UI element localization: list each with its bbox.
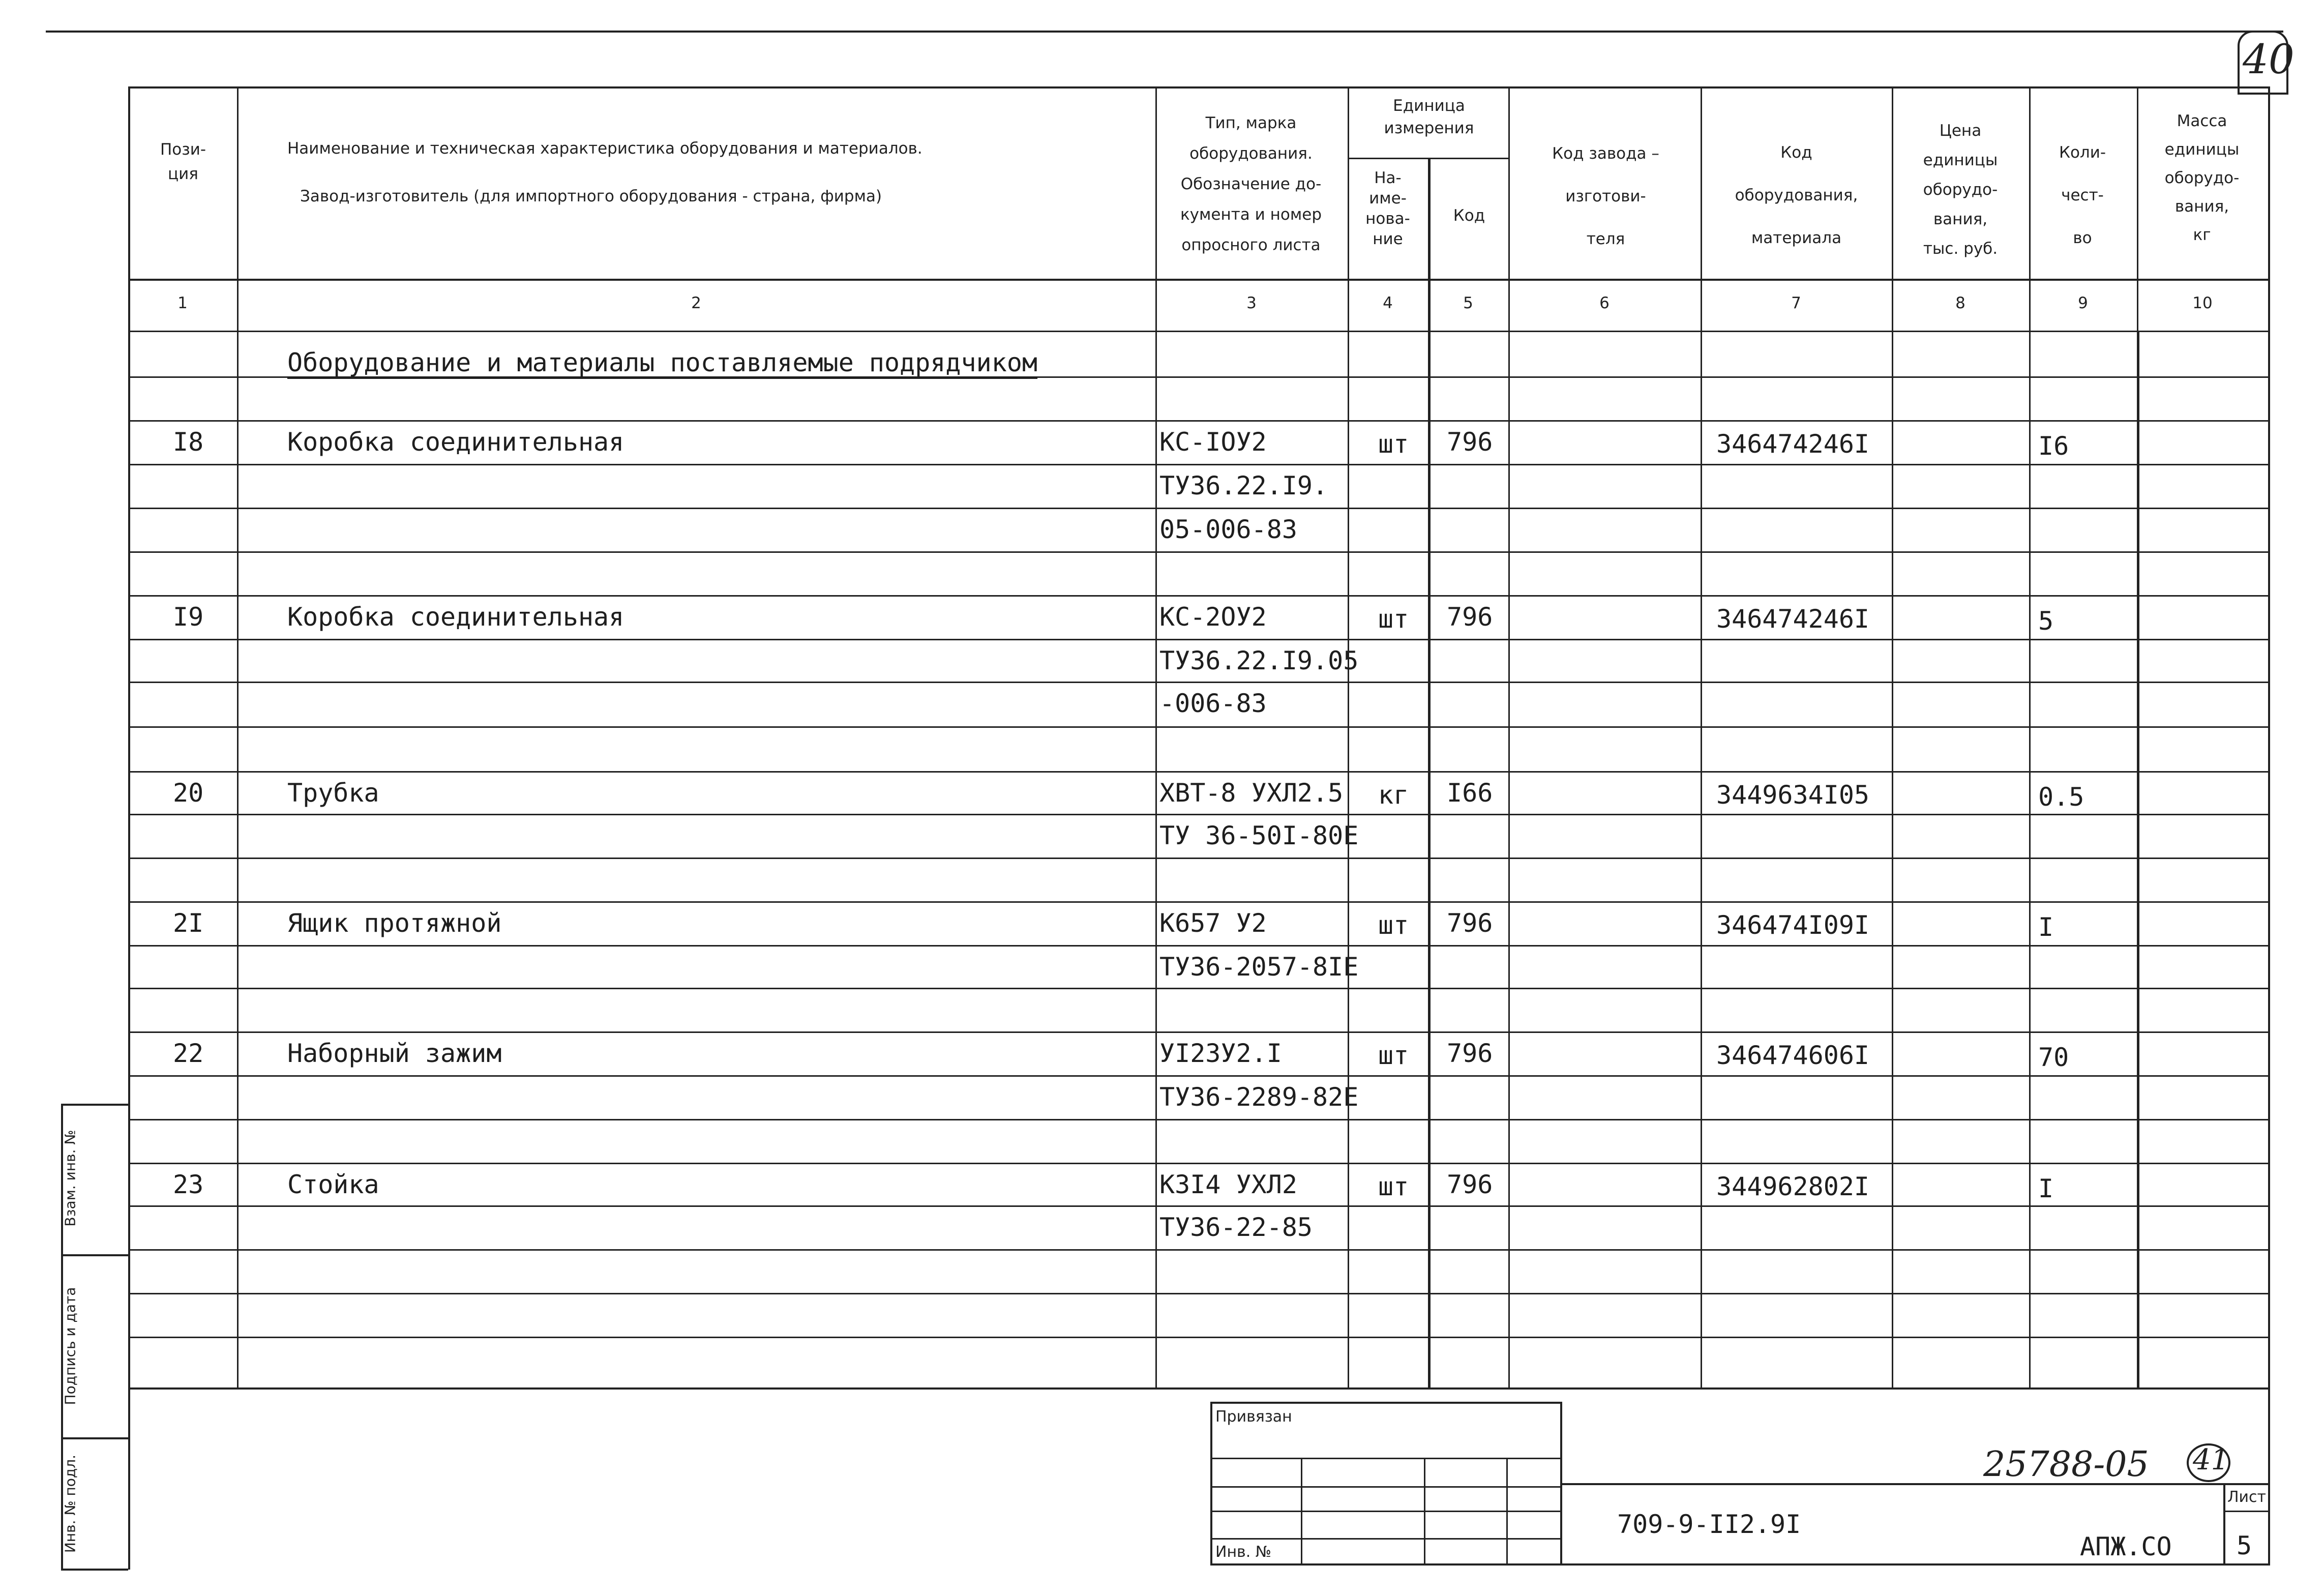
- title-block-mark: АПЖ.СО: [2080, 1532, 2172, 1561]
- row-3-equipment-code: 3449634I05: [1716, 780, 1870, 810]
- row-1-type-line-1: КС-IОУ2: [1159, 427, 1267, 457]
- header-unit-code: Код: [1453, 206, 1485, 225]
- row-6-equipment-code: 344962802I: [1716, 1172, 1870, 1201]
- row-2-type-line-1: КС-2ОУ2: [1159, 602, 1267, 632]
- row-4-type-line-2: ТУ36-2057-8IЕ: [1159, 952, 1359, 982]
- row-2-equipment-code: 346474246I: [1716, 604, 1870, 634]
- sheet-corner-number: 40: [2243, 36, 2295, 83]
- header-mass: Масса единицы оборудо- вания, кг: [2164, 112, 2240, 244]
- row-4-position: 2I: [173, 908, 204, 938]
- header-position: Пози- ция: [160, 140, 206, 183]
- row-3-type-line-1: ХВТ-8 УХЛ2.5: [1159, 778, 1344, 808]
- header-name-line1: Наименование и техническая характеристика оборудования и материалов.: [287, 139, 922, 158]
- header-equipment-code: Код оборудования, материала: [1735, 143, 1858, 247]
- row-6-type-line-2: ТУ36-22-85: [1159, 1213, 1313, 1242]
- header-unit-group: Единица измерения: [1384, 97, 1474, 137]
- title-block-circled-number: 41: [2193, 1443, 2229, 1476]
- row-5-equipment-code: 346474606I: [1716, 1041, 1870, 1070]
- row-3-unit: кг: [1378, 780, 1409, 810]
- title-block-doc-code: 709-9-II2.9I: [1617, 1510, 1801, 1539]
- header-quantity: Коли- чест- во: [2059, 143, 2106, 247]
- row-6-position: 23: [173, 1170, 204, 1199]
- row-3-type-line-2: ТУ 36-50I-80Е: [1159, 821, 1359, 850]
- row-1-equipment-code: 346474246I: [1716, 429, 1870, 459]
- header-type: Тип, марка оборудования. Обозначение до- кумента и номер опросного листа: [1180, 114, 1322, 254]
- row-4-type-line-1: К657 У2: [1159, 908, 1267, 938]
- row-3-position: 20: [173, 778, 204, 808]
- row-2-quantity: 5: [2038, 606, 2054, 636]
- row-2-type-line-2: ТУ36.22.I9.05: [1159, 646, 1359, 675]
- row-1-unit: шт: [1378, 429, 1409, 459]
- row-5-unit: шт: [1378, 1041, 1409, 1070]
- top-rule: [46, 31, 2283, 33]
- column-number-6: 6: [1599, 294, 1610, 312]
- title-block-sheet-number: 5: [2237, 1531, 2252, 1560]
- title-block-sheet-label: Лист: [2227, 1488, 2267, 1506]
- row-4-name: Ящик протяжной: [287, 908, 502, 938]
- column-number-8: 8: [1955, 294, 1965, 312]
- row-1-position: I8: [173, 427, 204, 457]
- column-number-1: 1: [177, 294, 188, 312]
- header-plant-code: Код завода – изготови- теля: [1552, 144, 1659, 248]
- column-number-3: 3: [1246, 294, 1257, 312]
- row-2-position: I9: [173, 602, 204, 632]
- header-price: Цена единицы оборудо- вания, тыс. руб.: [1923, 122, 1998, 258]
- row-2-type-line-3: -006-83: [1159, 689, 1267, 718]
- row-4-unit-code: 796: [1447, 908, 1493, 938]
- title-block-inv-no: Инв. №: [1215, 1543, 1272, 1561]
- row-6-unit-code: 796: [1447, 1170, 1493, 1199]
- row-3-name: Трубка: [287, 778, 379, 808]
- side-stamp-podpis: Подпись и дата: [62, 1287, 79, 1405]
- row-4-equipment-code: 346474I09I: [1716, 910, 1870, 940]
- title-block-privyazan: Привязан: [1215, 1408, 1292, 1426]
- row-4-unit: шт: [1378, 910, 1409, 940]
- side-stamp-vzam: Взам. инв. №: [62, 1130, 79, 1227]
- side-stamp-inv-podl: Инв. № подл.: [62, 1454, 79, 1553]
- row-5-unit-code: 796: [1447, 1039, 1493, 1068]
- row-6-quantity: I: [2038, 1174, 2054, 1203]
- row-5-type-line-1: УI23У2.I: [1159, 1039, 1282, 1068]
- row-4-quantity: I: [2038, 912, 2054, 942]
- column-number-5: 5: [1463, 294, 1473, 312]
- row-3-quantity: 0.5: [2038, 782, 2084, 812]
- row-5-type-line-2: ТУ36-2289-82Е: [1159, 1082, 1359, 1112]
- row-1-type-line-3: 05-006-83: [1159, 515, 1297, 544]
- header-name-line2: Завод-изготовитель (для импортного оборудования - страна, фирма): [300, 187, 882, 205]
- column-number-7: 7: [1791, 294, 1801, 312]
- row-2-name: Коробка соединительная: [287, 602, 624, 632]
- row-2-unit-code: 796: [1447, 602, 1493, 632]
- section-title: Оборудование и материалы поставляемые подрядчиком: [287, 348, 1038, 377]
- column-number-2: 2: [691, 294, 701, 312]
- row-6-type-line-1: К3I4 УХЛ2: [1159, 1170, 1297, 1199]
- row-6-name: Стойка: [287, 1170, 379, 1199]
- row-1-unit-code: 796: [1447, 427, 1493, 457]
- row-5-position: 22: [173, 1039, 204, 1068]
- row-1-type-line-2: ТУ36.22.I9.: [1159, 471, 1328, 500]
- row-3-unit-code: I66: [1447, 778, 1493, 808]
- row-5-quantity: 70: [2038, 1043, 2069, 1072]
- header-unit-name: На- име- нова- ние: [1365, 169, 1410, 248]
- row-2-unit: шт: [1378, 604, 1409, 634]
- row-6-unit: шт: [1378, 1172, 1409, 1201]
- column-number-9: 9: [2078, 294, 2088, 312]
- column-number-4: 4: [1383, 294, 1393, 312]
- row-1-quantity: I6: [2038, 431, 2069, 461]
- column-number-10: 10: [2192, 294, 2213, 312]
- title-block-handwritten-number: 25788-05: [1983, 1444, 2149, 1485]
- row-1-name: Коробка соединительная: [287, 427, 624, 457]
- row-5-name: Наборный зажим: [287, 1039, 502, 1068]
